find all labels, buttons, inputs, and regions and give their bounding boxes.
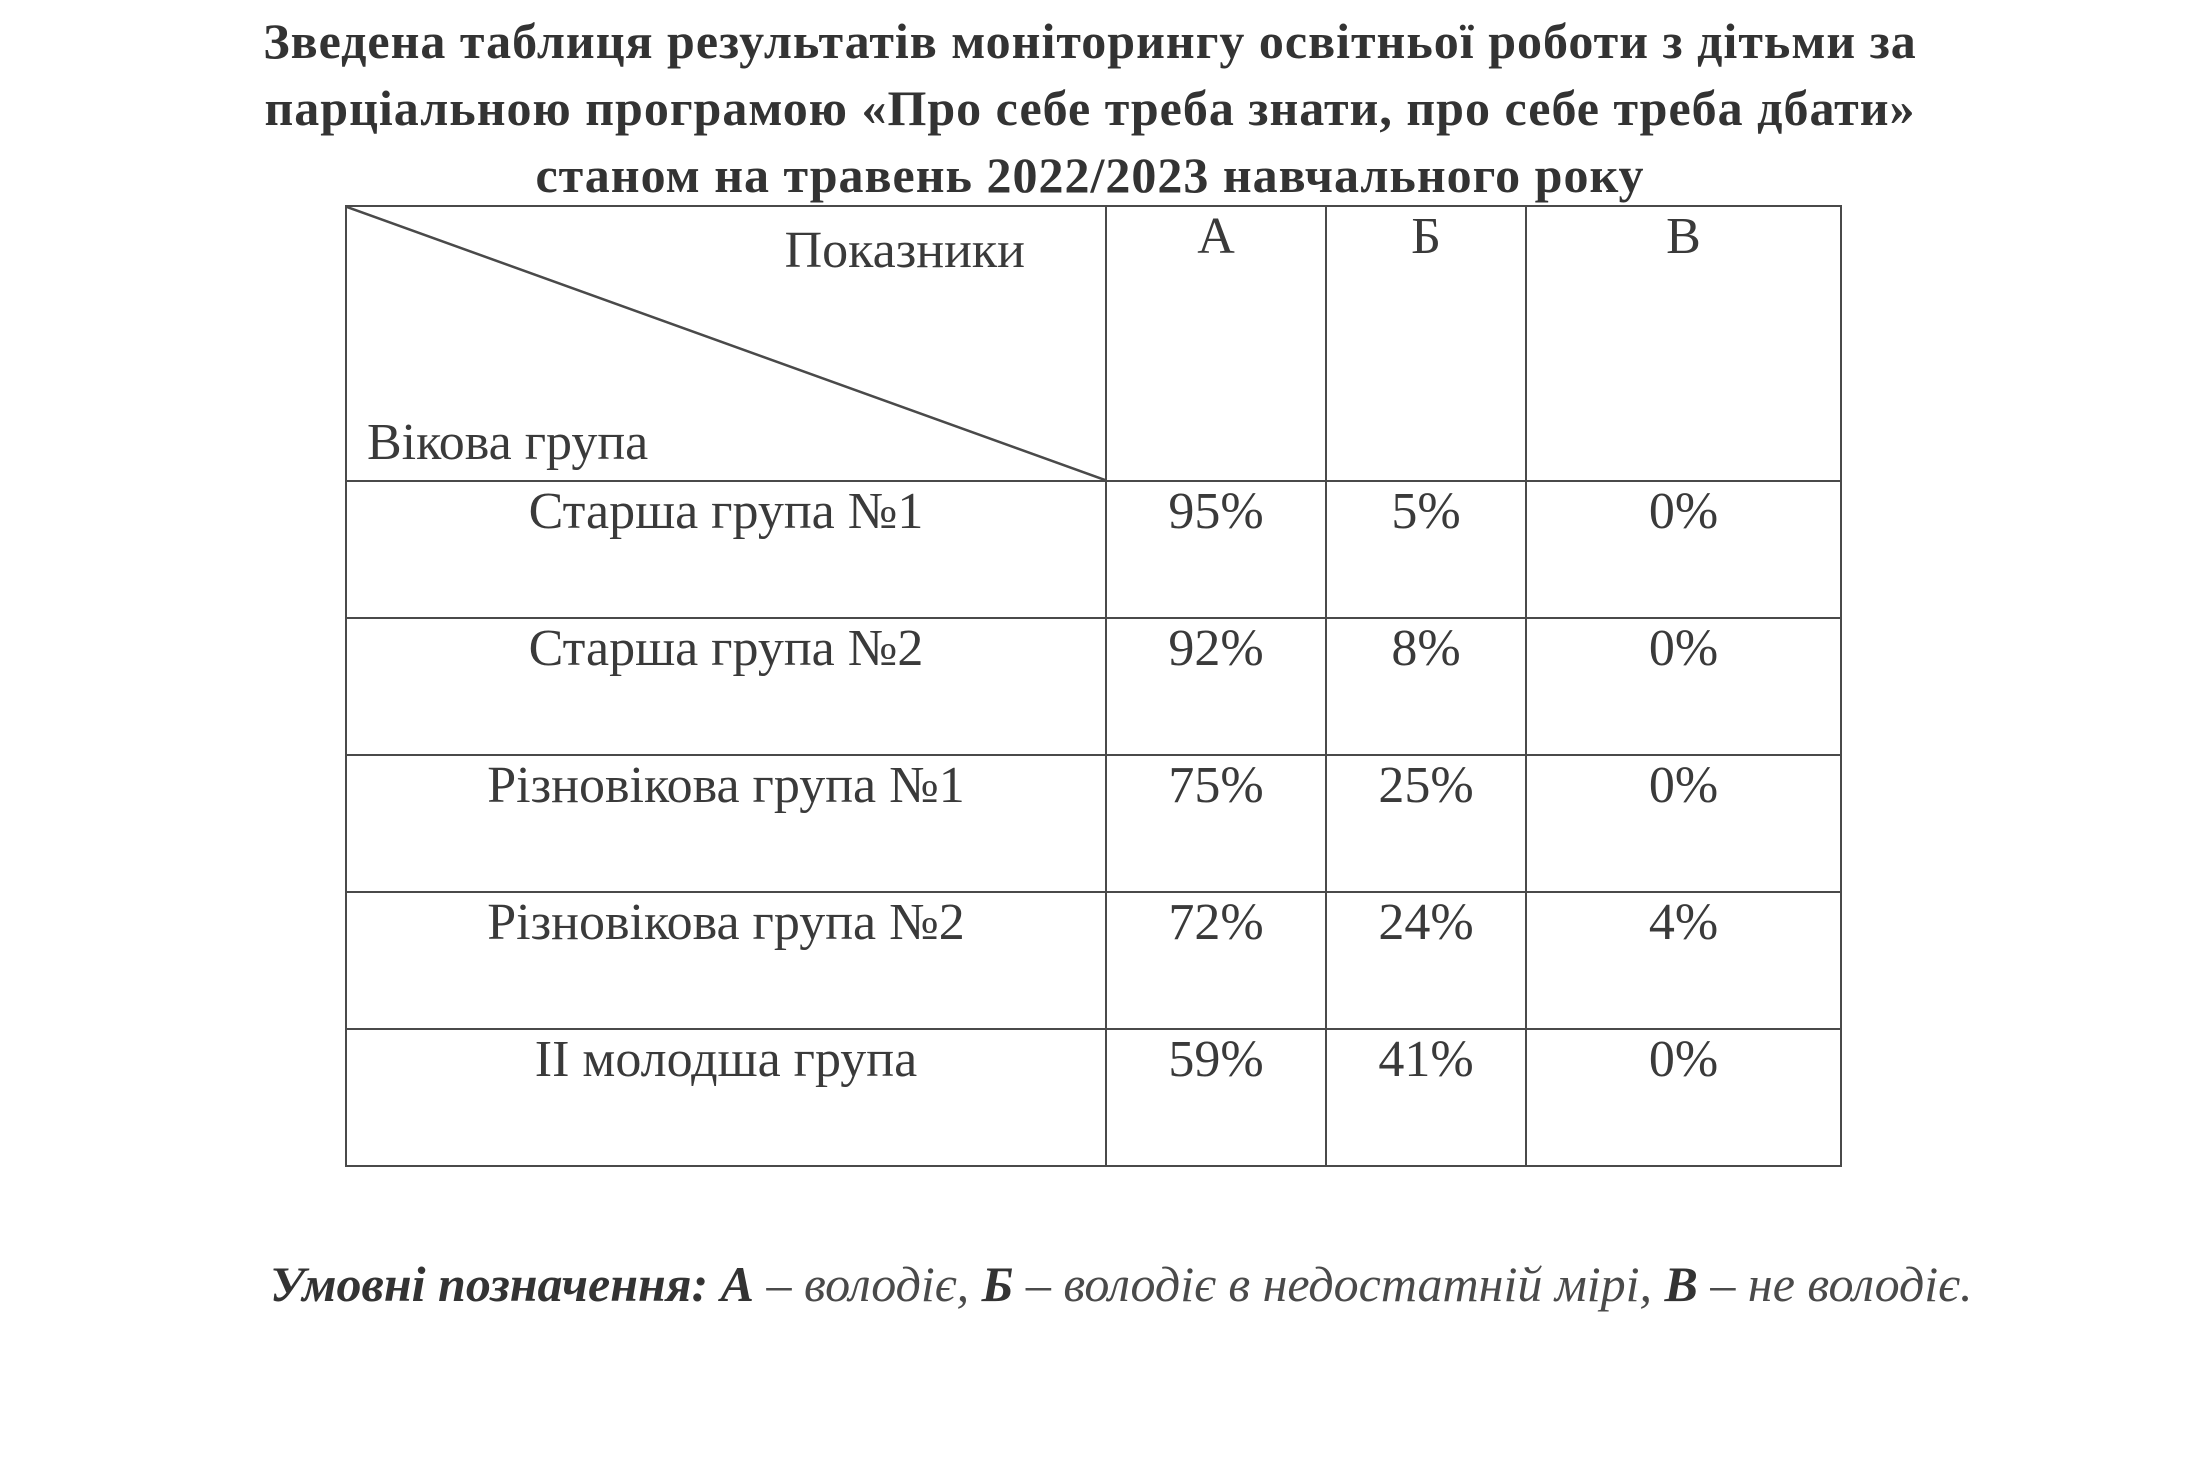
- results-table: [345, 205, 1842, 1167]
- value-cell-b: 25%: [1326, 755, 1526, 892]
- value-cell-c: 0%: [1526, 618, 1841, 755]
- legend-code-c: В: [1664, 1256, 1698, 1312]
- row-label: Старша група №1: [346, 481, 1106, 618]
- value-cell-b: 8%: [1326, 618, 1526, 755]
- legend-paragraph: [120, 1245, 2080, 1323]
- value-cell-b: 5%: [1326, 481, 1526, 618]
- value-cell-a: 92%: [1106, 618, 1326, 755]
- legend-lead: Умовні позначення:: [270, 1256, 709, 1312]
- value-cell-c: 4%: [1526, 892, 1841, 1029]
- header-row: [346, 206, 1841, 481]
- value-cell-a: 72%: [1106, 892, 1326, 1029]
- value-cell-c: 0%: [1526, 1029, 1841, 1166]
- table-row: [346, 1029, 1841, 1166]
- title-line-2: парціальною програмою «Про себе треба знати, про себе треба дбати»: [264, 80, 1916, 136]
- corner-label-indicators: Показники: [784, 222, 1025, 279]
- title-line-1: Зведена таблиця результатів моніторингу освітньої роботи з дітьми за: [263, 13, 1917, 69]
- table-row: [346, 755, 1841, 892]
- document-title: [140, 8, 2040, 209]
- row-label: Різновікова група №1: [346, 755, 1106, 892]
- title-line-3: станом на травень 2022/2023 навчального року: [535, 147, 1645, 203]
- table-row: [346, 618, 1841, 755]
- legend-code-b: Б: [981, 1256, 1014, 1312]
- row-label: Старша група №2: [346, 618, 1106, 755]
- value-cell-b: 24%: [1326, 892, 1526, 1029]
- legend-text-c: – не володіє.: [1710, 1256, 1973, 1312]
- diagonal-header-cell: [346, 206, 1106, 481]
- legend-text-b: – володіє в недостатній мірі,: [1025, 1256, 1653, 1312]
- column-header-a: А: [1106, 206, 1326, 481]
- row-label: ІІ молодша група: [346, 1029, 1106, 1166]
- legend-text-a: – володіє,: [766, 1256, 970, 1312]
- value-cell-b: 41%: [1326, 1029, 1526, 1166]
- column-header-b: Б: [1326, 206, 1526, 481]
- table-row: [346, 892, 1841, 1029]
- value-cell-c: 0%: [1526, 481, 1841, 618]
- value-cell-a: 59%: [1106, 1029, 1326, 1166]
- table-row: [346, 481, 1841, 618]
- value-cell-a: 75%: [1106, 755, 1326, 892]
- value-cell-a: 95%: [1106, 481, 1326, 618]
- column-header-c: В: [1526, 206, 1841, 481]
- value-cell-c: 0%: [1526, 755, 1841, 892]
- corner-label-age-group: Вікова група: [367, 414, 649, 471]
- row-label: Різновікова група №2: [346, 892, 1106, 1029]
- legend-code-a: А: [720, 1256, 755, 1312]
